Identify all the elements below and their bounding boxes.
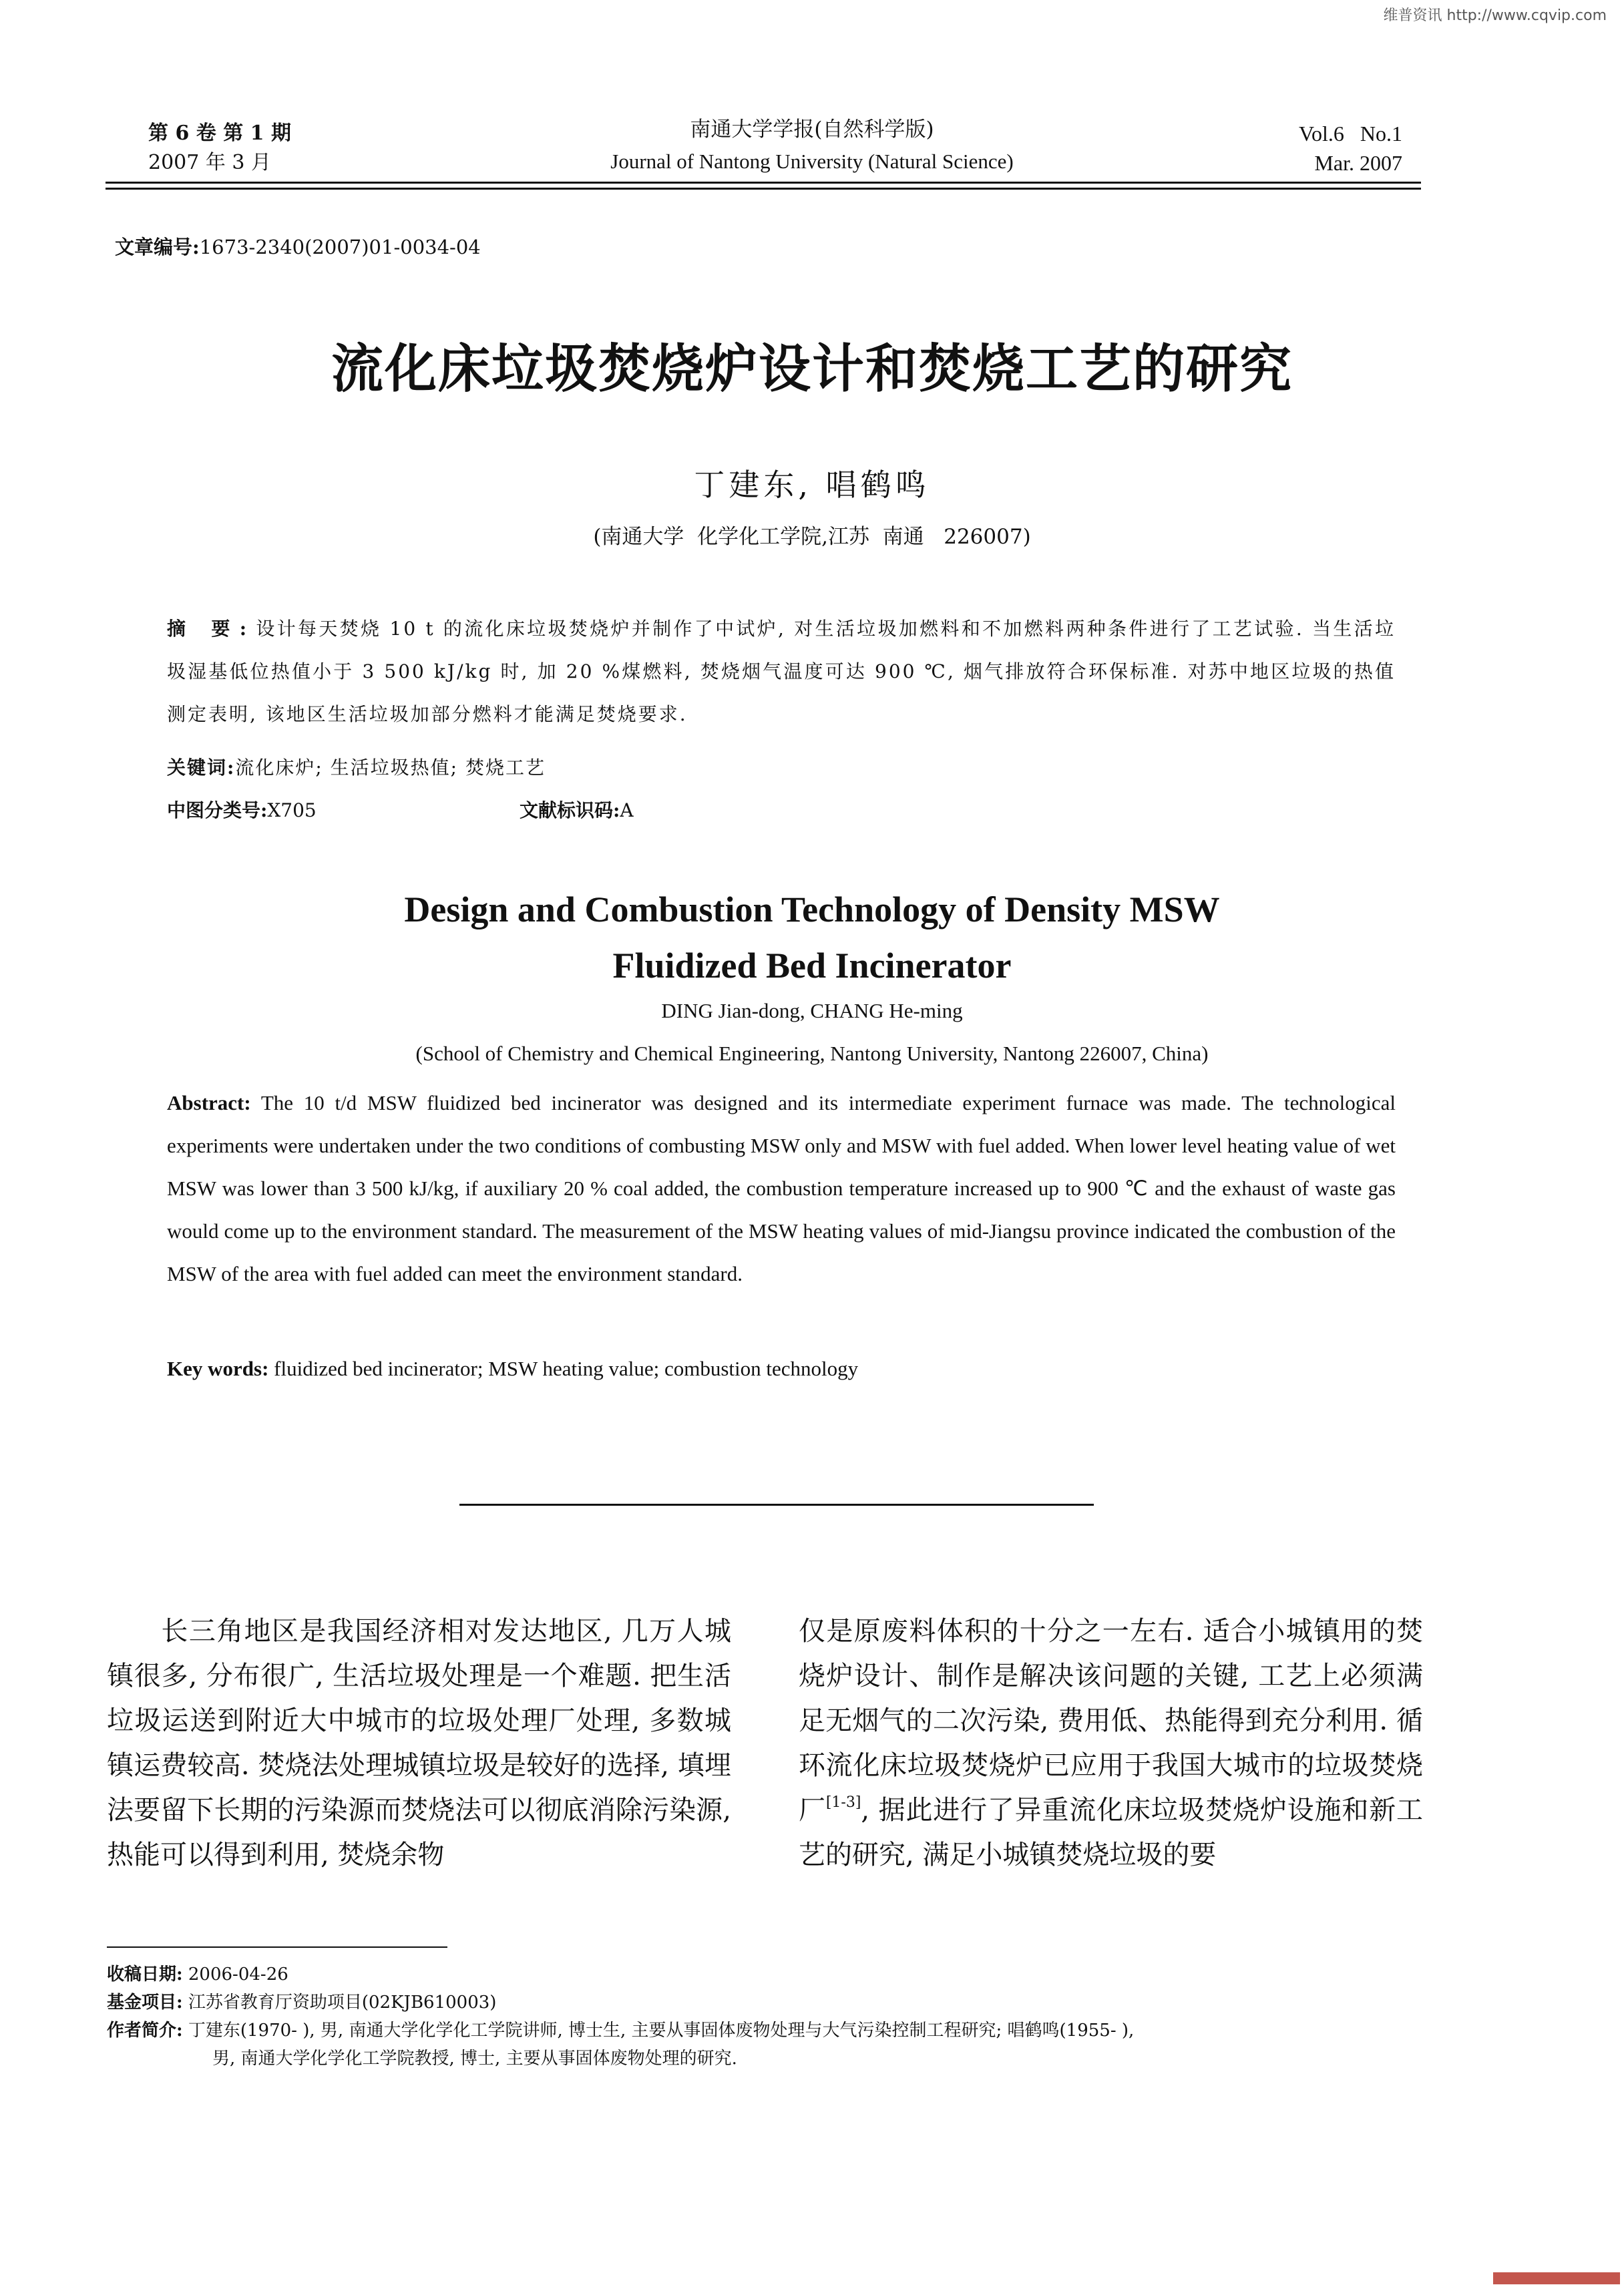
abstract-label-cn: 摘 要: xyxy=(167,618,256,640)
received-date xyxy=(107,1960,1436,1989)
corner-stamp-mark xyxy=(1493,2272,1620,2284)
affiliation-en: (School of Chemistry and Chemical Engineering, Nantong University, Nantong 226007, China) xyxy=(415,1042,1209,1065)
abstract-cn xyxy=(167,608,1396,736)
citation-ref[interactable]: [1-3] xyxy=(825,1794,861,1811)
received-label: 收稿日期: xyxy=(107,1964,183,1985)
date-cn: 2007 年 3 月 xyxy=(148,151,272,174)
document-code xyxy=(520,796,634,823)
keywords-label-cn: 关键词: xyxy=(167,757,236,779)
title-en-line1: Design and Combustion Technology of Density MSW xyxy=(404,889,1220,929)
paper-title-cn: 流化床垃圾焚烧炉设计和焚烧工艺的研究 xyxy=(331,339,1293,399)
keywords-en xyxy=(167,1357,858,1381)
volume-issue-en: Vol.6 No.1 xyxy=(1299,122,1402,146)
body-text-right-part2: , 据此进行了异重流化床垃圾焚烧炉设施和新工艺的研究, 满足小城镇焚烧垃圾的要 xyxy=(799,1795,1423,1870)
article-number-value: 1673-2340(2007)01-0034-04 xyxy=(199,236,481,258)
keywords-text-en: fluidized bed incinerator; MSW heating value; combustion technology xyxy=(274,1357,859,1380)
section-divider xyxy=(459,1504,1094,1506)
class-label: 中图分类号: xyxy=(167,799,268,821)
doc-code-value: A xyxy=(620,799,634,821)
body-text-left: 长三角地区是我国经济相对发达地区, 几万人城镇很多, 分布很广, 生活垃圾处理是一个难题. 把生活垃圾运送到附近大中城市的垃圾处理厂处理, 多数城镇运费较高. 焚烧法处理城镇垃圾是较好的选择, 填埋法要留下长期的污染源而焚烧法可以彻底消除污染源, 热能可以得到利用, 焚烧余物 xyxy=(107,1616,731,1870)
fund-label: 基金项目: xyxy=(107,1993,183,2013)
authors-cn: 丁建东, 唱鹤鸣 xyxy=(694,467,930,503)
journal-name-en: Journal of Nantong University (Natural Science) xyxy=(610,150,1014,173)
article-number xyxy=(115,232,481,260)
title-en-line2: Fluidized Bed Incinerator xyxy=(612,946,1012,986)
doc-code-label: 文献标识码: xyxy=(520,799,620,821)
received-value: 2006-04-26 xyxy=(188,1964,288,1985)
body-text-right-part1: 仅是原废料体积的十分之一左右. 适合小城镇用的焚烧炉设计、制作是解决该问题的关键, 工艺上必须满足无烟气的二次污染, 费用低、热能得到充分利用. 循环流化床垃圾焚烧炉已应用于我国大城市的垃圾焚烧厂 xyxy=(799,1616,1423,1826)
date-en: Mar. 2007 xyxy=(1314,151,1402,175)
header-rule-bottom xyxy=(106,188,1421,190)
journal-name-cn: 南通大学学报(自然科学版) xyxy=(690,118,934,142)
keywords-text-cn: 流化床炉; 生活垃圾热值; 焚烧工艺 xyxy=(235,757,546,779)
bio-line1: 丁建东(1970- ), 男, 南通大学化学化工学院讲师, 博士生, 主要从事固体废物处理与大气污染控制工程研究; 唱鹤鸣(1955- ), xyxy=(188,2021,1135,2041)
bio-label: 作者简介: xyxy=(107,2021,183,2041)
abstract-text-cn: 设计每天焚烧 10 t 的流化床垃圾焚烧炉并制作了中试炉, 对生活垃圾加燃料和不加燃料两种条件进行了工艺试验. 当生活垃圾湿基低位热值小于 3 500 kJ/kg 时, 加 20 %煤燃料, 焚烧烟气温度可达 900 ℃, 烟气排放符合环保标准. 对苏中地区垃圾的热值测定表明, 该地区生活垃圾加部分燃料才能满足焚烧要求. xyxy=(167,618,1396,725)
author-bio xyxy=(107,2017,1436,2045)
fund-value: 江苏省教育厅资助项目(02KJB610003) xyxy=(188,1993,497,2013)
body-column-left xyxy=(107,1609,731,1878)
class-value: X705 xyxy=(267,799,317,821)
author-bio-continued: 男, 南通大学化学化工学院教授, 博士, 主要从事固体废物处理的研究. xyxy=(212,2049,737,2069)
keywords-label-en: Key words: xyxy=(167,1357,269,1380)
header-rule-top xyxy=(106,182,1421,184)
watermark: 维普资讯 http://www.cqvip.com xyxy=(1383,7,1607,24)
keywords-cn xyxy=(167,753,546,780)
journal-volume-issue-en xyxy=(1255,119,1402,178)
abstract-en xyxy=(167,1082,1396,1295)
classification-number xyxy=(167,796,317,823)
paper-title-en xyxy=(0,881,1624,994)
volume-issue-cn: 第 6 卷 第 1 期 xyxy=(148,122,291,145)
footnotes xyxy=(107,1960,1436,2073)
footnote-rule xyxy=(107,1946,447,1948)
fund-project xyxy=(107,1989,1436,2017)
authors-en: DING Jian-dong, CHANG He-ming xyxy=(661,999,963,1022)
abstract-label-en: Abstract: xyxy=(167,1091,251,1114)
affiliation-cn: (南通大学 化学化工学院,江苏 南通 226007) xyxy=(593,525,1031,549)
article-number-label: 文章编号: xyxy=(115,236,200,258)
body-column-right xyxy=(799,1609,1423,1878)
abstract-text-en: The 10 t/d MSW fluidized bed incinerator was designed and its intermediate experiment furnace was made. The technological experiments were undertaken under the two conditions of combusting MSW only and MSW with fuel added. When lower level heating value of wet MSW was lower than 3 500 kJ/kg, if auxiliary 20 % coal added, the combustion temperature increased up to 900 ℃ and the exhaust of waste gas would come up to the environment standard. The measurement of the MSW heating values of mid-Jiangsu province indicated the combustion of the MSW of the area with fuel added can meet the environment standard. xyxy=(167,1091,1396,1285)
